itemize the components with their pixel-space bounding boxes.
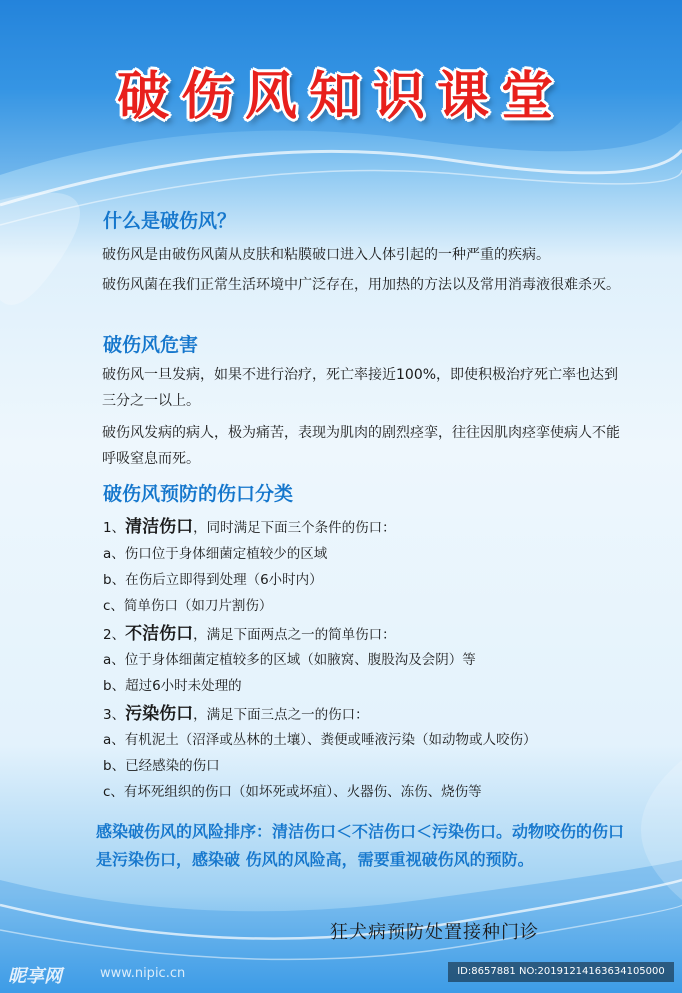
watermark-logo: 昵享网 [8, 966, 62, 987]
category-name: 不洁伤口 [125, 624, 194, 644]
paragraph: 破伤风是由破伤风菌从皮肤和粘膜破口进入人体引起的一种严重的疾病。 [102, 247, 550, 263]
section-harm-body [58, 362, 630, 472]
list-item: a、伤口位于身体细菌定植较少的区域 [103, 546, 328, 562]
watermark-url: www.nipic.cn [100, 966, 186, 981]
risk-note [58, 818, 638, 874]
list-item: c、有坏死组织的伤口（如坏死或坏疽）、火器伤、冻伤、烧伤等 [103, 784, 482, 800]
paragraph: 破伤风发病的病人，极为痛苦，表现为肌肉的剧烈痉挛，往往因肌肉痉挛使病人不能呼吸窒息而死。 [102, 425, 620, 467]
category-clean [103, 512, 396, 537]
category-number: 3、 [103, 707, 126, 723]
paragraph: 破伤风一旦发病，如果不进行治疗，死亡率接近100%，即使积极治疗死亡率也达到三分之一以上。 [102, 367, 619, 409]
poster-title: 破伤风知识课堂 [116, 67, 565, 127]
section-heading-what-is: 什么是破伤风？ [103, 210, 237, 232]
section-heading-harm: 破伤风危害 [103, 334, 199, 356]
list-item: a、位于身体细菌定植较多的区域（如腋窝、腹股沟及会阴）等 [103, 652, 476, 668]
department-name: 狂犬病预防处置接种门诊 [330, 922, 539, 943]
category-name: 清洁伤口 [125, 517, 194, 537]
paragraph: 破伤风菌在我们正常生活环境中广泛存在，用加热的方法以及常用消毒液很难杀灭。 [102, 277, 620, 293]
category-desc: ，同时满足下面三个条件的伤口： [193, 520, 396, 536]
list-item: c、简单伤口（如刀片割伤） [103, 598, 273, 614]
list-item: a、有机泥土（沼泽或丛林的土壤）、粪便或唾液污染（如动物或人咬伤） [103, 732, 537, 748]
category-desc: ，满足下面两点之一的简单伤口： [193, 627, 396, 643]
watermark-id: ID:8657881 NO:20191214163634105000 [448, 962, 674, 982]
risk-note-text: 感染破伤风的风险排序：清洁伤口＜不洁伤口＜污染伤口。动物咬伤的伤口是污染伤口，感染破 伤风的风险高，需要重视破伤风的预防。 [96, 822, 625, 869]
category-name: 污染伤口 [125, 704, 194, 724]
category-number: 2、 [103, 627, 126, 643]
category-unclean [103, 619, 396, 644]
list-item: b、超过6小时未处理的 [103, 678, 242, 694]
section-what-is-body [58, 242, 630, 298]
category-contaminated [103, 699, 369, 724]
category-number: 1、 [103, 520, 126, 536]
section-heading-wound-classes: 破伤风预防的伤口分类 [103, 483, 294, 505]
category-desc: ，满足下面三点之一的伤口： [193, 707, 369, 723]
list-item: b、已经感染的伤口 [103, 758, 220, 774]
list-item: b、在伤后立即得到处理（6小时内） [103, 572, 323, 588]
